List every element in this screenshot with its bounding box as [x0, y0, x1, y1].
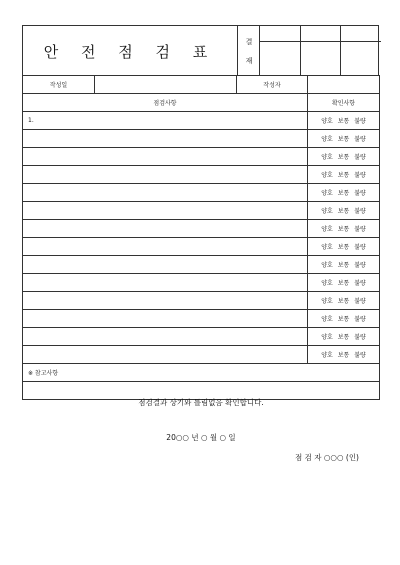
approval-title-cell-1[interactable]	[260, 25, 301, 42]
check-options[interactable]: 양호 보통 불량	[308, 130, 380, 148]
checklist-row	[23, 202, 380, 220]
inspector-signature: 점 검 자 ○○○ (인)	[294, 453, 359, 462]
approval-title-cell-3[interactable]	[341, 25, 381, 42]
checklist-row	[23, 274, 380, 292]
notes-row	[23, 364, 380, 382]
checklist-item-text[interactable]	[23, 148, 308, 166]
approval-label	[238, 25, 260, 76]
author-date-field[interactable]	[95, 76, 237, 94]
approval-sign-cell-1[interactable]	[260, 42, 301, 76]
checklist-item-text[interactable]	[23, 130, 308, 148]
checklist-row	[23, 310, 380, 328]
author-date-label: 작성일	[23, 76, 95, 94]
checklist-item-text[interactable]	[23, 166, 308, 184]
checklist-row	[23, 346, 380, 364]
approval-label-top: 결	[245, 38, 253, 46]
check-options[interactable]: 양호 보통 불량	[308, 292, 380, 310]
checklist-row	[23, 256, 380, 274]
confirmation-text: 점검결과 상기와 틀림없음 확인합니다.	[138, 398, 264, 407]
check-options[interactable]: 양호 보통 불량	[308, 310, 380, 328]
check-options[interactable]: 양호 보통 불량	[308, 184, 380, 202]
column-header-row	[23, 94, 380, 112]
approval-title-cell-2[interactable]	[301, 25, 341, 42]
check-options[interactable]: 양호 보통 불량	[308, 238, 380, 256]
check-header: 확인사항	[308, 94, 380, 112]
checklist-row	[23, 112, 380, 130]
author-label: 작성자	[237, 76, 308, 94]
check-options[interactable]: 양호 보통 불량	[308, 148, 380, 166]
checklist-item-text[interactable]	[23, 274, 308, 292]
checklist-item-text[interactable]	[23, 328, 308, 346]
checklist-row	[23, 166, 380, 184]
check-options[interactable]: 양호 보통 불량	[308, 274, 380, 292]
checklist-item-text[interactable]	[23, 256, 308, 274]
check-options[interactable]: 양호 보통 불량	[308, 220, 380, 238]
checklist-row	[23, 220, 380, 238]
check-options[interactable]: 양호 보통 불량	[308, 256, 380, 274]
check-options[interactable]: 양호 보통 불량	[308, 202, 380, 220]
checklist-item-text[interactable]	[23, 310, 308, 328]
info-row	[23, 76, 380, 94]
check-options[interactable]: 양호 보통 불량	[308, 346, 380, 364]
checklist-item-text[interactable]	[23, 292, 308, 310]
checklist-item-text[interactable]	[23, 238, 308, 256]
checklist-item-text[interactable]	[23, 220, 308, 238]
items-header: 점검사항	[23, 94, 308, 112]
sheet-title: 안 전 점 검 표	[43, 42, 217, 61]
checklist-row	[23, 328, 380, 346]
checklist-item-text[interactable]	[23, 202, 308, 220]
checklist-row	[23, 148, 380, 166]
checklist-row	[23, 184, 380, 202]
approval-block	[237, 25, 380, 76]
checklist-item-text[interactable]: 1.	[23, 112, 308, 130]
check-options[interactable]: 양호 보통 불량	[308, 166, 380, 184]
author-field[interactable]	[308, 76, 380, 94]
checklist-row	[23, 238, 380, 256]
checklist-row	[23, 130, 380, 148]
confirmation-cell	[23, 382, 380, 462]
confirmation-date: 20○○ 년 ○ 월 ○ 일	[166, 433, 236, 442]
checklist-item-text[interactable]	[23, 184, 308, 202]
confirmation-row	[23, 382, 380, 400]
check-options[interactable]: 양호 보통 불량	[308, 112, 380, 130]
approval-label-bottom: 재	[245, 57, 253, 65]
notes-label[interactable]: ※ 참고사항	[23, 364, 380, 382]
check-options[interactable]: 양호 보통 불량	[308, 328, 380, 346]
checklist-item-text[interactable]	[23, 346, 308, 364]
inspection-table	[22, 75, 380, 462]
sheet-header	[22, 25, 379, 75]
approval-sign-cell-3[interactable]	[341, 42, 381, 76]
checklist-row	[23, 292, 380, 310]
approval-sign-cell-2[interactable]	[301, 42, 341, 76]
